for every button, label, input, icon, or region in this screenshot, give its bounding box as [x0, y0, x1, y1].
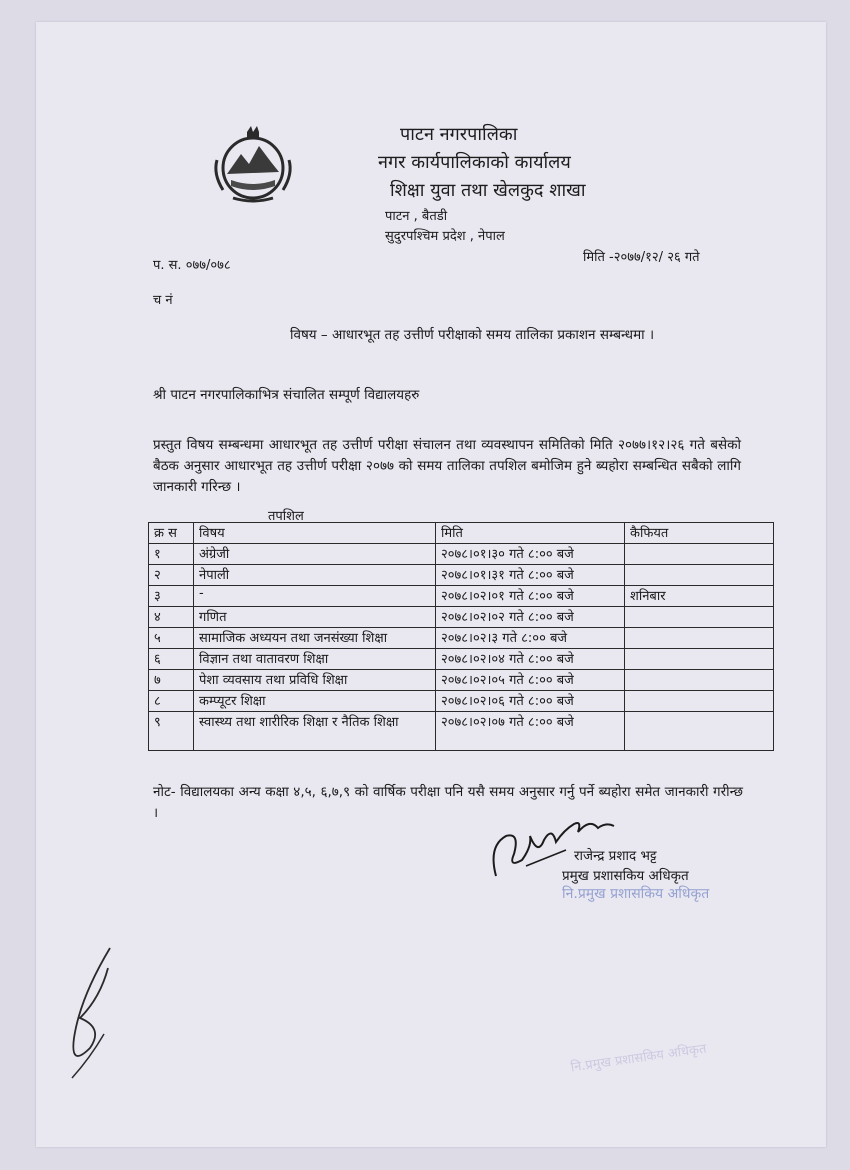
office-name-line1: पाटन नगरपालिका [400, 124, 518, 145]
cell-sn: ६ [149, 649, 194, 670]
table-row [149, 607, 774, 628]
office-address-line2: सुदुरपश्चिम प्रदेश , नेपाल [385, 229, 505, 244]
cell-sn: ८ [149, 691, 194, 712]
table-row [149, 670, 774, 691]
cell-remarks [625, 565, 774, 586]
signatory-name: राजेन्द्र प्रशाद भट्ट [574, 848, 657, 864]
header-date: मिति [436, 523, 625, 544]
cell-subject: - [194, 586, 436, 607]
cell-date: २०७८।०२।०७ गते ८:०० बजे [436, 712, 625, 751]
subject-line: विषय – आधारभूत तह उत्तीर्ण परीक्षाको समय तालिका प्रकाशन सम्बन्धमा । [290, 327, 655, 343]
office-address-line1: पाटन , बैतडी [385, 209, 448, 224]
cell-date: २०७८।०२।०६ गते ८:०० बजे [436, 691, 625, 712]
table-row [149, 691, 774, 712]
cell-remarks [625, 691, 774, 712]
table-row [149, 649, 774, 670]
cell-sn: १ [149, 544, 194, 565]
designation-stamp: नि.प्रमुख प्रशासकिय अधिकृत [562, 886, 710, 902]
header-sn: क्र स [149, 523, 194, 544]
table-row [149, 628, 774, 649]
cell-sn: ४ [149, 607, 194, 628]
cell-date: २०७८।०१।३१ गते ८:०० बजे [436, 565, 625, 586]
cell-date: २०७८।०२।०४ गते ८:०० बजे [436, 649, 625, 670]
cell-subject: नेपाली [194, 565, 436, 586]
cell-date: २०७८।०२।०५ गते ८:०० बजे [436, 670, 625, 691]
exam-schedule-table [148, 522, 774, 751]
table-row [149, 544, 774, 565]
cell-date: २०७८।०२।०२ गते ८:०० बजे [436, 607, 625, 628]
cell-remarks [625, 628, 774, 649]
cell-sn: ९ [149, 712, 194, 751]
table-row [149, 586, 774, 607]
office-name-line2: नगर कार्यपालिकाको कार्यालय [378, 152, 571, 173]
faint-stamp-impression: नि.प्रमुख प्रशासकिय अधिकृत [569, 1041, 708, 1076]
cell-date: २०७८।०२।०१ गते ८:०० बजे [436, 586, 625, 607]
cell-sn: २ [149, 565, 194, 586]
office-name-line3: शिक्षा युवा तथा खेलकुद शाखा [390, 180, 586, 201]
cell-subject: स्वास्थ्य तथा शारीरिक शिक्षा र नैतिक शिक्षा [194, 712, 436, 751]
cell-remarks [625, 670, 774, 691]
cell-remarks [625, 712, 774, 751]
table-caption: तपशिल [268, 509, 304, 524]
cell-remarks: शनिबार [625, 586, 774, 607]
header-remarks: कैफियत [625, 523, 774, 544]
cell-date: २०७८।०२।३ गते ८:०० बजे [436, 628, 625, 649]
cell-sn: ५ [149, 628, 194, 649]
cell-subject: अंग्रेजी [194, 544, 436, 565]
nepal-emblem-icon [211, 124, 295, 206]
cell-remarks [625, 607, 774, 628]
cell-subject: गणित [194, 607, 436, 628]
cell-sn: ३ [149, 586, 194, 607]
cell-subject: कम्प्यूटर शिक्षा [194, 691, 436, 712]
cell-subject: विज्ञान तथा वातावरण शिक्षा [194, 649, 436, 670]
letter-date: मिति -२०७७/१२/ २६ गते [583, 250, 700, 265]
cell-subject: सामाजिक अध्ययन तथा जनसंख्या शिक्षा [194, 628, 436, 649]
margin-signature [60, 938, 120, 1088]
dispatch-number: च नं [153, 293, 173, 308]
cell-remarks [625, 544, 774, 565]
reference-number: प. स. ०७७/०७८ [153, 258, 231, 273]
note-paragraph: नोट- विद्यालयका अन्य कक्षा ४,५, ६,७,९ को वार्षिक परीक्षा पनि यसै समय अनुसार गर्नु पर्ने ब्यहोरा समेत जानकारी गरीन्छ । [153, 784, 743, 821]
table-row [149, 712, 774, 751]
table-row [149, 565, 774, 586]
table-header-row [149, 523, 774, 544]
cell-sn: ७ [149, 670, 194, 691]
body-paragraph: प्रस्तुत विषय सम्बन्धमा आधारभूत तह उत्तीर्ण परीक्षा संचालन तथा व्यवस्थापन समितिको मिति २०७७।१२।२६ गते बसेको बैठक अनुसार आधारभूत तह उत्तीर्ण परीक्षा २०७७ को समय तालिका तपशिल बमोजिम हुने ब्यहोरा सम्बन्धित सबैको लागि जानकारी गरिन्छ । [153, 437, 741, 495]
header-subject: विषय [194, 523, 436, 544]
cell-date: २०७८।०१।३० गते ८:०० बजे [436, 544, 625, 565]
addressee: श्री पाटन नगरपालिकाभित्र संचालित सम्पूर्ण विद्यालयहरु [153, 387, 420, 403]
cell-subject: पेशा व्यवसाय तथा प्रविधि शिक्षा [194, 670, 436, 691]
cell-remarks [625, 649, 774, 670]
signatory-title: प्रमुख प्रशासकिय अधिकृत [562, 868, 689, 884]
